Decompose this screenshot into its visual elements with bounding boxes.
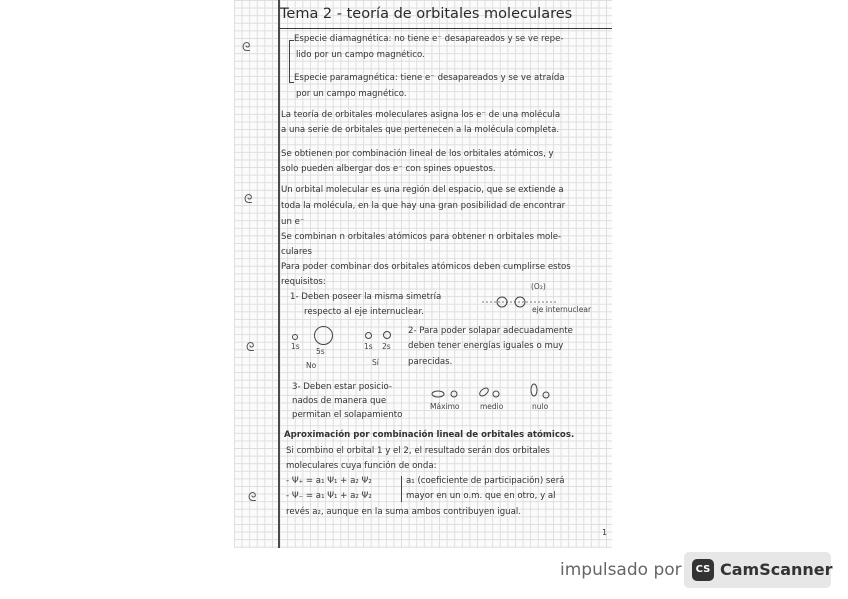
requirement-2-line: 2- Para poder solapar adecuadamente <box>408 326 573 336</box>
paragraph-line: Se combinan n orbitales atómicos para obtener n orbitales mole- <box>281 232 562 242</box>
requirement-3-line: permitan el solapamiento <box>292 410 403 420</box>
requirement-3-line: nados de manera que <box>292 396 387 406</box>
paragraph-line: Para poder combinar dos orbitales atómicos deben cumplirse estos <box>281 262 571 272</box>
paragraph-line: un e⁻ <box>281 217 305 227</box>
orbital-1s-a <box>292 334 298 340</box>
orbital-label: 5s <box>316 347 325 356</box>
paragraph-line: Un orbital molecular es una región del espacio, que se extiende a <box>281 185 564 195</box>
equation-minus: - Ψ₋ = a₁ Ψ₁ + a₂ Ψ₂ <box>286 491 372 501</box>
axis-label: eje internuclear <box>532 305 592 314</box>
margin-doodle-4: ᘓ <box>248 490 257 504</box>
orbital-label: 1s <box>364 342 373 351</box>
definition-line: Especie paramagnética: tiene e⁻ desapareados y se ve atraída <box>294 73 565 83</box>
equation-divider <box>401 476 402 502</box>
paragraph-line: toda la molécula, en la que hay una gran posibilidad de encontrar <box>281 201 566 211</box>
orbital-2s <box>383 331 391 339</box>
molecule-label: (O₂) <box>531 282 546 291</box>
requirement-2-line: deben tener energías iguales o muy <box>408 341 564 351</box>
title-underline <box>278 28 612 29</box>
orbital-label: 1s <box>291 342 300 351</box>
definition-line: Especie diamagnética: no tiene e⁻ desapareados y se ve repe- <box>294 34 564 44</box>
brand-name: CamScanner <box>720 560 833 579</box>
approx-line: moleculares cuya función de onda: <box>286 461 437 471</box>
page-number: 1 <box>602 528 608 537</box>
paragraph-line: requisitos: <box>281 277 326 287</box>
camscanner-logo-icon: CS <box>692 559 714 581</box>
overlap-figure <box>426 382 566 402</box>
camscanner-badge[interactable] <box>684 552 831 588</box>
orbital-1s-b <box>365 332 372 339</box>
definition-line: por un campo magnético. <box>296 89 407 99</box>
orbital-label: 2s <box>382 342 391 351</box>
requirement-1-line: respecto al eje internuclear. <box>304 307 424 317</box>
requirement-1-line: 1- Deben poseer la misma simetría <box>290 292 442 302</box>
page-title: Tema 2 - teoría de orbitales moleculares <box>280 6 573 22</box>
definition-line: lido por un campo magnético. <box>296 50 425 60</box>
paragraph-line: culares <box>281 247 312 257</box>
section-heading: Aproximación por combinación lineal de orbitales atómicos. <box>284 430 575 440</box>
requirement-3-line: 3- Deben estar posicio- <box>292 382 392 392</box>
coefficient-note: mayor en un o.m. que en otro, y al <box>406 491 556 501</box>
approx-line: revés a₂, aunque en la suma ambos contribuyen igual. <box>286 507 522 517</box>
margin-doodle-1: ᘓ <box>242 40 251 54</box>
orbital-5s <box>314 326 333 345</box>
margin-doodle-2: ᘓ <box>244 192 253 206</box>
notebook-page <box>234 0 612 548</box>
margin-doodle-3: ᘓ <box>246 340 255 354</box>
verdict-no: No <box>306 361 317 370</box>
overlap-label-max: Máximo <box>430 402 460 411</box>
powered-by-text: impulsado por <box>560 560 682 580</box>
overlap-label-mid: medio <box>480 402 504 411</box>
paragraph-line: solo pueden albergar dos e⁻ con spines opuestos. <box>281 164 496 174</box>
paragraph-line: a una serie de orbitales que pertenecen a la molécula completa. <box>281 125 560 135</box>
margin-line <box>278 0 280 548</box>
verdict-yes: Sí <box>372 358 379 367</box>
paragraph-line: Se obtienen por combinación lineal de los orbitales atómicos, y <box>281 149 554 159</box>
coefficient-note: a₁ (coeficiente de participación) será <box>406 476 565 486</box>
overlap-label-none: nulo <box>532 402 549 411</box>
paragraph-line: La teoría de orbitales moleculares asigna los e⁻ de una molécula <box>281 110 561 120</box>
equation-plus: - Ψ₊ = a₁ Ψ₁ + a₂ Ψ₂ <box>286 476 372 486</box>
requirement-2-line: parecidas. <box>408 357 453 367</box>
approx-line: Si combino el orbital 1 y el 2, el resultado serán dos orbitales <box>286 446 550 456</box>
